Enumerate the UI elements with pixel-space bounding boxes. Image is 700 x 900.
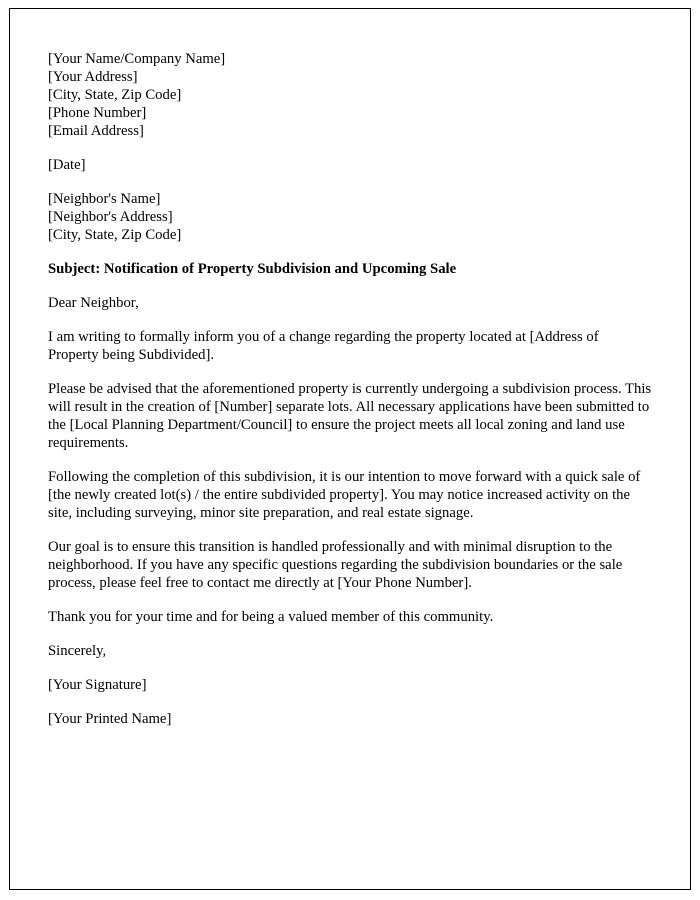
sender-name: [Your Name/Company Name] xyxy=(48,51,226,67)
signature-line: [Your Signature] xyxy=(48,677,147,693)
recipient-block xyxy=(48,190,652,244)
sender-phone: [Phone Number] xyxy=(48,105,147,121)
body-paragraph-4: Our goal is to ensure this transition is handled professionally and with minimal disruption to the neighborhood. If you have any specific questions regarding the subdivision boundaries or the sale process, please feel free to contact me directly at [Your Phone Number]. xyxy=(48,539,623,591)
subject-line: Subject: Notification of Property Subdivision and Upcoming Sale xyxy=(48,261,457,277)
sender-block xyxy=(48,50,652,140)
sender-email: [Email Address] xyxy=(48,123,144,139)
sender-city-state-zip: [City, State, Zip Code] xyxy=(48,87,182,103)
body-paragraph-5: Thank you for your time and for being a valued member of this community. xyxy=(48,609,494,625)
letter-content xyxy=(10,9,690,728)
closing-line: Sincerely, xyxy=(48,643,107,659)
salutation: Dear Neighbor, xyxy=(48,295,139,311)
sender-address: [Your Address] xyxy=(48,69,138,85)
recipient-name: [Neighbor's Name] xyxy=(48,191,161,207)
printed-name-line: [Your Printed Name] xyxy=(48,711,172,727)
recipient-city-state-zip: [City, State, Zip Code] xyxy=(48,227,182,243)
body-paragraph-3: Following the completion of this subdivision, it is our intention to move forward with a quick sale of [the newly created lot(s) / the entire subdivided property]. You may notice increased activity on the site, including surveying, minor site preparation, and real estate signage. xyxy=(48,469,641,521)
date-line: [Date] xyxy=(48,157,86,173)
body-paragraph-2: Please be advised that the aforementioned property is currently undergoing a subdivision process. This will result in the creation of [Number] separate lots. All necessary applications have been submitted to the [Local Planning Department/Council] to ensure the project meets all local zoning and land use requirements. xyxy=(48,381,652,451)
recipient-address: [Neighbor's Address] xyxy=(48,209,173,225)
date-block xyxy=(48,156,652,174)
letter-page xyxy=(9,8,691,890)
body-paragraph-1: I am writing to formally inform you of a change regarding the property located at [Address of Property being Subdivided]. xyxy=(48,329,599,363)
